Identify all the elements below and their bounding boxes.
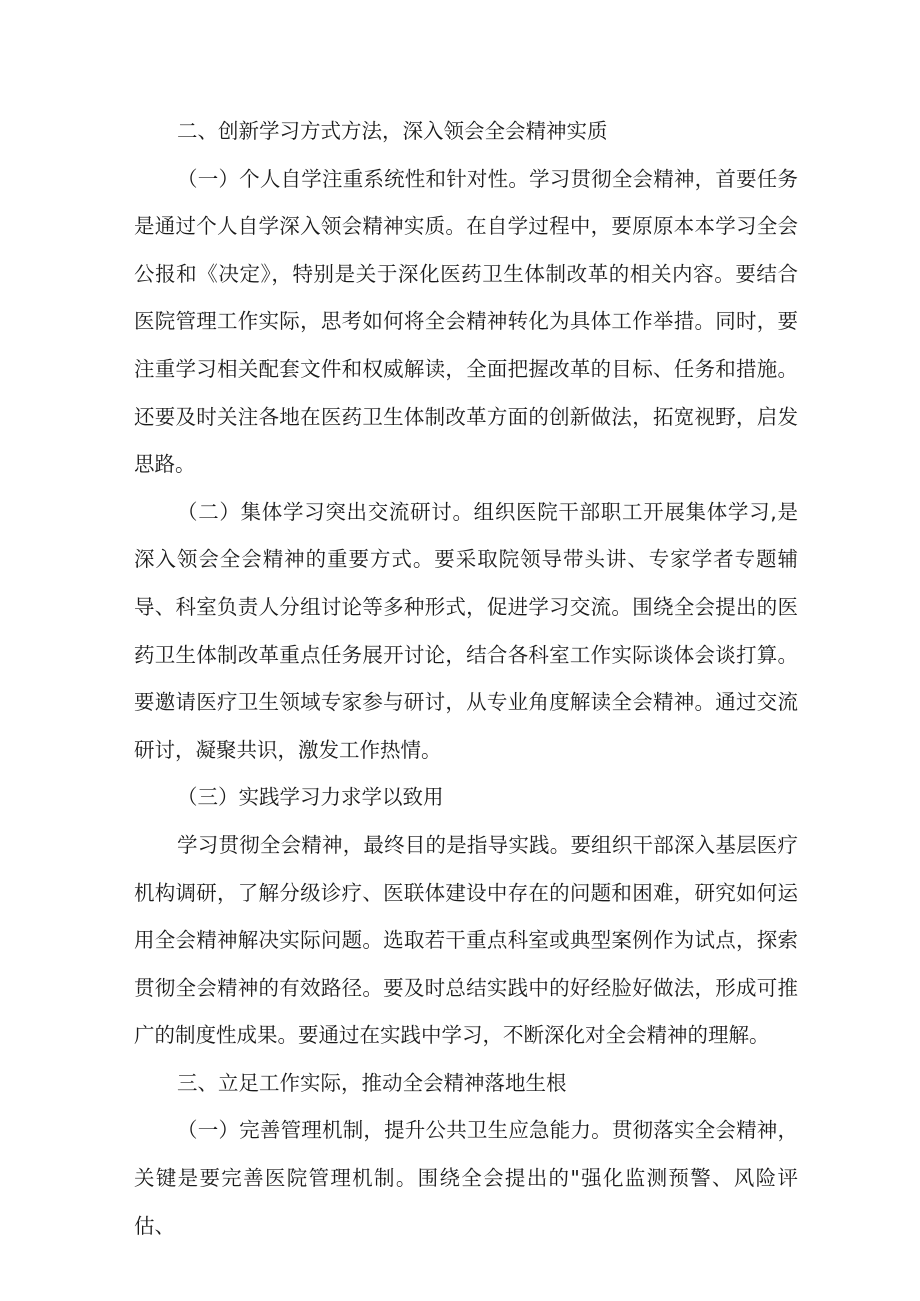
paragraph-group-study: （二）集体学习突出交流研讨。组织医院干部职工开展集体学习,是深入领会全会精神的重要方式。要采取院领导带头讲、专家学者专题辅导、科室负责人分组讨论等多种形式，促进学习交流。围绕全会提出的医药卫生体制改革重点任务展开讨论，结合各科室工作实际谈体会谈打算。要邀请医疗卫生领域专家参与研讨，从专业角度解读全会精神。通过交流研讨，凝聚共识，激发工作热情。 (134, 499, 798, 762)
paragraph-self-study: （一）个人自学注重系统性和针对性。学习贯彻全会精神，首要任务是通过个人自学深入领会精神实质。在自学过程中，要原原本本学习全会公报和《决定》，特别是关于深化医药卫生体制改革的相关内容。要结合医院管理工作实际，思考如何将全会精神转化为具体工作举措。同时，要注重学习相关配套文件和权威解读，全面把握改革的目标、任务和措施。还要及时关注各地在医药卫生体制改革方面的创新做法，拓宽视野，启发思路。 (134, 166, 798, 477)
section-heading-3: 三、立足工作实际，推动全会精神落地生根 (177, 1070, 567, 1095)
paragraph-management-mechanism: （一）完善管理机制，提升公共卫生应急能力。贯彻落实全会精神，关键是要完善医院管理机制。围绕全会提出的"强化监测预警、风险评估、 (134, 1118, 798, 1238)
subheading-practice-study: （三）实践学习力求学以致用 (177, 785, 444, 810)
section-heading-2: 二、创新学习方式方法，深入领会全会精神实质 (177, 119, 608, 143)
document-body (134, 108, 798, 1250)
paragraph-practice-study: 学习贯彻全会精神，最终目的是指导实践。要组织干部深入基层医疗机构调研，了解分级诊疗、医联体建设中存在的问题和困难，研究如何运用全会精神解决实际问题。选取若干重点科室或典型案例作为试点，探索贯彻全会精神的有效路径。要及时总结实践中的好经脸好做法，形成可推广的制度性成果。要通过在实践中学习，不断深化对全会精神的理解。 (134, 832, 798, 1048)
